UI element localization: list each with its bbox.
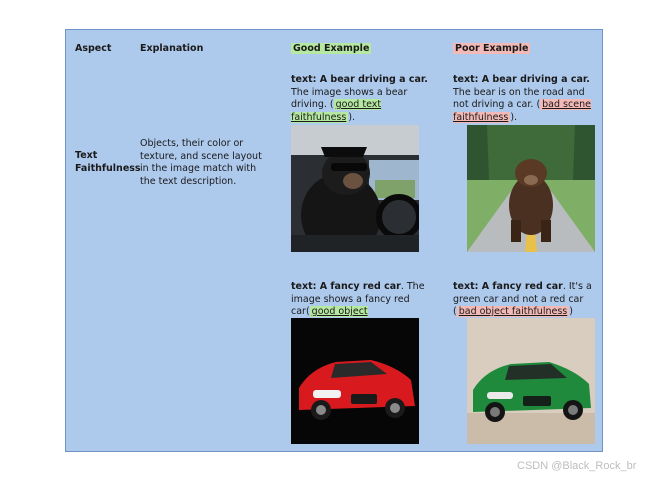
good-bear-desc: The image shows a bear driving. (	[291, 86, 408, 110]
explanation-text: Objects, their color or texture, and scene layout in the image match with the text description.	[140, 138, 262, 187]
green-car-image	[467, 318, 595, 444]
poor-bear-prompt: text: A bear driving a car.	[453, 74, 590, 85]
poor-car-caption	[453, 281, 593, 319]
poor-bear-tag: bad scene faithfulness	[453, 99, 591, 123]
poor-car-tag: bad object faithfulness	[458, 306, 568, 317]
good-bear-end: ).	[348, 111, 356, 123]
header-poor-example	[453, 43, 530, 55]
good-car-tag: good object	[291, 306, 368, 330]
bear-road-image	[467, 125, 595, 252]
poor-car-prompt: text: A fancy red car	[453, 281, 563, 292]
poor-car-end: )	[569, 306, 573, 317]
comparison-table	[65, 29, 603, 452]
poor-car-desc: . It's a green car and not a red car (	[453, 281, 592, 317]
good-bear-caption	[291, 74, 431, 124]
header-explanation: Explanation	[140, 43, 204, 54]
good-car-desc: . The image shows a fancy red car(	[291, 281, 425, 317]
poor-bear-desc: The bear is on the road and not driving a car. (	[453, 86, 585, 110]
poor-bear-end: ).	[510, 111, 518, 123]
good-car-prompt: text: A fancy red car	[291, 281, 401, 292]
watermark-text: CSDN @Black_Rock_br	[517, 460, 637, 472]
good-example-badge: Good Example	[293, 43, 370, 54]
poor-example-badge: Poor Example	[455, 43, 529, 54]
bear-driving-image	[291, 125, 419, 252]
good-bear-tag: good text faithfulness	[291, 99, 382, 123]
red-car-image	[291, 318, 419, 444]
header-aspect: Aspect	[75, 43, 112, 54]
header-good-example	[291, 43, 371, 55]
good-bear-prompt: text: A bear driving a car.	[291, 74, 428, 85]
aspect-text-faithfulness: Text Faithfulness	[75, 150, 141, 174]
poor-bear-caption	[453, 74, 593, 124]
